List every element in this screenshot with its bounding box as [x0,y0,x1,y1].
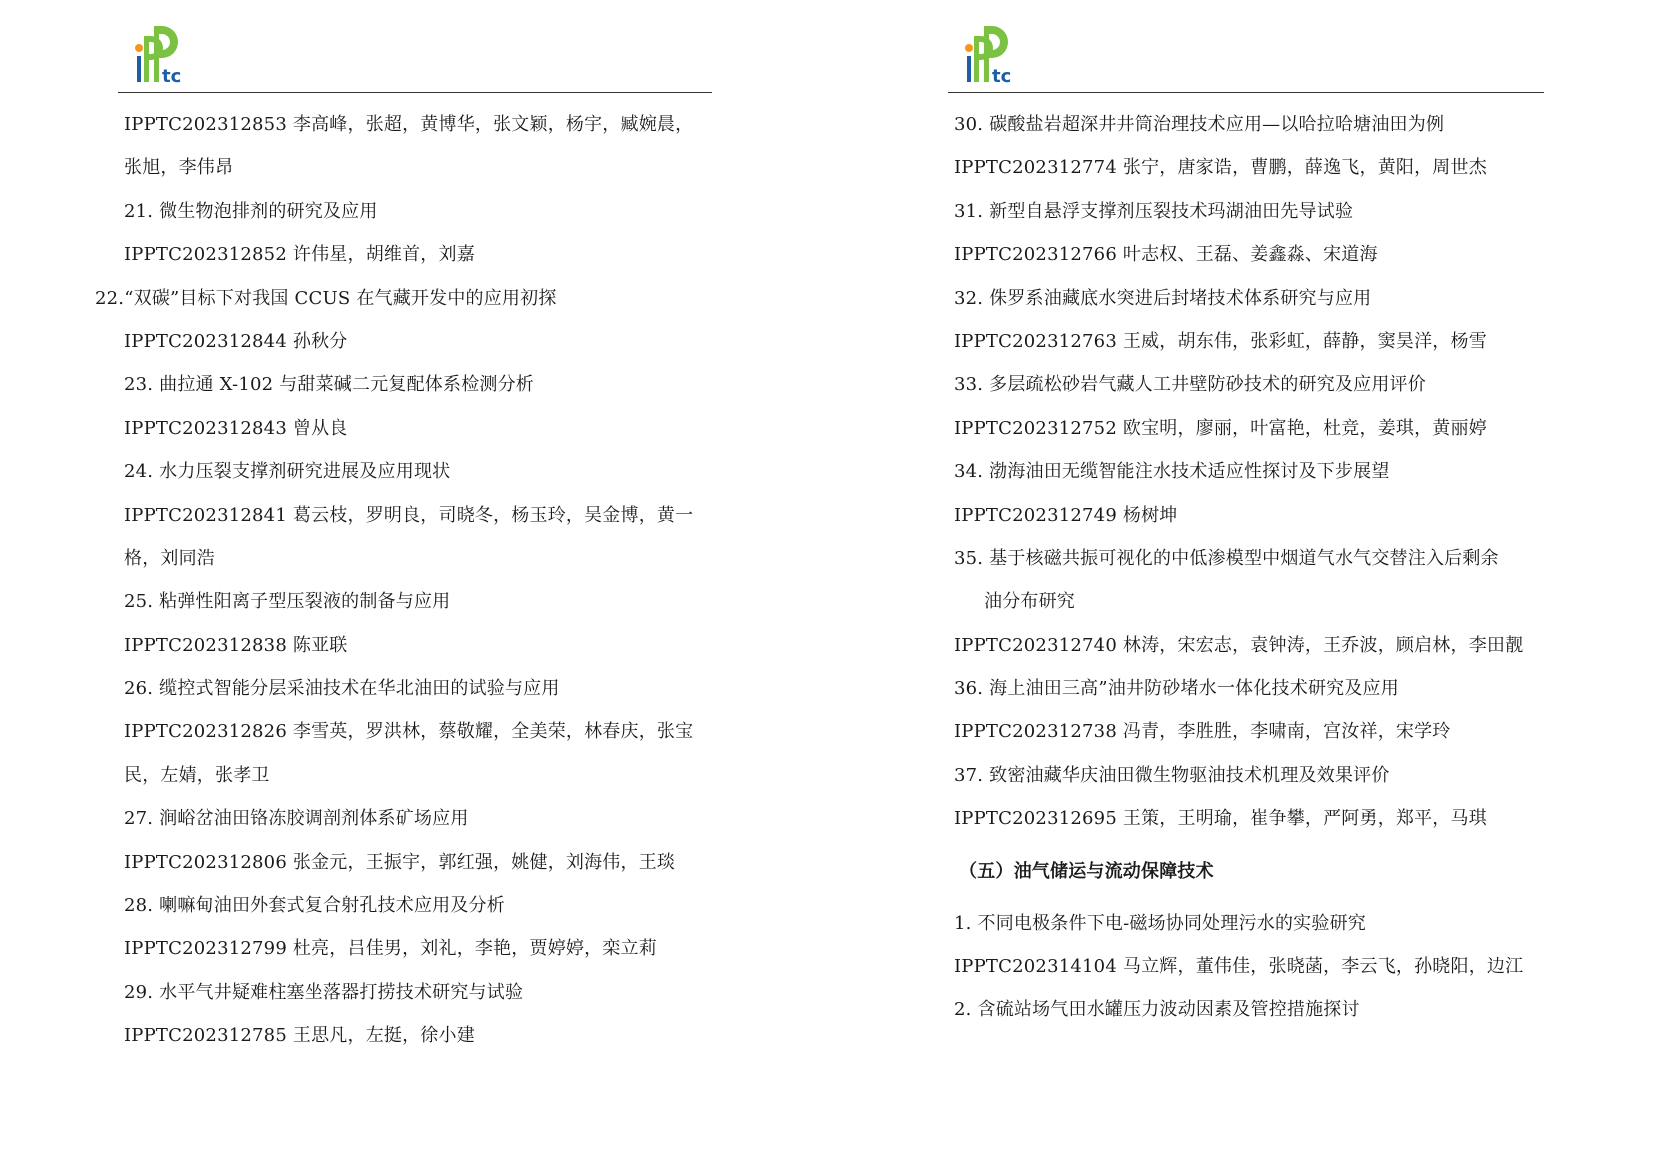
paper-title: 28. 喇嘛甸油田外套式复合射孔技术应用及分析 [124,895,505,917]
header-rule [118,92,712,93]
author-line: IPPTC202312774 张宁，唐家诰，曹鹏，薛逸飞，黄阳，周世杰 [954,157,1487,179]
ipptc-logo-mark [960,22,1024,88]
paper-title: 24. 水力压裂支撑剂研究进展及应用现状 [124,461,451,483]
paper-title: 26. 缆控式智能分层采油技术在华北油田的试验与应用 [124,678,560,700]
paper-title: 33. 多层疏松砂岩气藏人工井壁防砂技术的研究及应用评价 [954,374,1426,396]
paper-title: 37. 致密油藏华庆油田微生物驱油技术机理及效果评价 [954,764,1390,786]
ipptc-logo [130,22,194,88]
paper-title: 36. 海上油田三高”油井防砂堵水一体化技术研究及应用 [954,678,1399,700]
author-line: IPPTC202312785 王思凡，左挺，徐小建 [124,1025,475,1047]
ipptc-logo [960,22,1024,88]
left-column [95,103,724,1058]
paper-title: 27. 涧峪岔油田铬冻胶调剖剂体系矿场应用 [124,808,469,830]
author-line-continued: 民，左婧，张孝卫 [124,764,270,786]
svg-text:tc: tc [992,66,1012,87]
paper-title: 35. 基于核磁共振可视化的中低渗模型中烟道气水气交替注入后剩余 [954,547,1499,569]
paper-title: 32. 侏罗系油藏底水突进后封堵技术体系研究与应用 [954,287,1372,309]
author-line: IPPTC202312738 冯青，李胜胜，李啸南，宫汝祥，宋学玲 [954,721,1451,743]
header-rule [948,92,1544,93]
right-column [954,103,1554,1032]
author-line: IPPTC202312838 陈亚联 [124,634,348,656]
author-line: IPPTC202312749 杨树坤 [954,504,1178,526]
paper-title: 23. 曲拉通 X-102 与甜菜碱二元复配体系检测分析 [124,374,535,396]
author-line: IPPTC202312852 许伟星，胡维首，刘嘉 [124,244,475,266]
author-line: IPPTC202312806 张金元，王振宇，郭红强，姚健，刘海伟，王琰 [124,851,676,873]
author-line: IPPTC202312841 葛云枝，罗明良，司晓冬，杨玉玲，吴金博，黄一 [124,504,694,526]
author-line: IPPTC202312843 曾从良 [124,417,348,439]
paper-title: 22.“双碳”目标下对我国 CCUS 在气藏开发中的应用初探 [95,287,557,309]
author-line: IPPTC202312766 叶志权、王磊、姜鑫淼、宋道海 [954,244,1378,266]
author-line: IPPTC202312695 王策，王明瑜，崔争攀，严阿勇，郑平，马琪 [954,808,1487,830]
svg-text:tc: tc [162,66,182,87]
author-line: IPPTC202312799 杜亮，吕佳男，刘礼，李艳，贾婷婷，栾立莉 [124,938,657,960]
author-line-continued: 张旭，李伟昂 [124,157,234,179]
ipptc-logo-mark [130,22,194,88]
paper-title: 34. 渤海油田无缆智能注水技术适应性探讨及下步展望 [954,461,1390,483]
author-line: IPPTC202314104 马立辉，董伟佳，张晓菡，李云飞，孙晓阳，边江 [954,956,1524,978]
author-line: IPPTC202312853 李高峰，张超，黄博华，张文颖，杨宇，臧婉晨， [124,114,694,135]
paper-title: 1. 不同电极条件下电-磁场协同处理污水的实验研究 [954,912,1366,934]
author-line: IPPTC202312844 孙秋分 [124,330,348,352]
paper-title: 31. 新型自悬浮支撑剂压裂技术玛湖油田先导试验 [954,200,1354,222]
paper-title: 21. 微生物泡排剂的研究及应用 [124,200,378,222]
author-line: IPPTC202312752 欧宝明，廖丽，叶富艳，杜竞，姜琪，黄丽婷 [954,417,1487,439]
paper-title: 2. 含硫站场气田水罐压力波动因素及管控措施探讨 [954,999,1360,1021]
paper-title: 29. 水平气井疑难柱塞坐落器打捞技术研究与试验 [124,981,524,1003]
paper-title: 30. 碳酸盐岩超深井井筒治理技术应用—以哈拉哈塘油田为例 [954,114,1445,135]
author-line: IPPTC202312826 李雪英，罗洪林，蔡敬耀，全美荣，林春庆，张宝 [124,721,694,743]
paper-title-continued: 油分布研究 [984,591,1075,613]
section-heading: （五）油气储运与流动保障技术 [959,860,1214,882]
paper-title: 25. 粘弹性阳离子型压裂液的制备与应用 [124,591,451,613]
author-line: IPPTC202312740 林涛，宋宏志，袁钟涛，王乔波，顾启林，李田靓 [954,634,1524,656]
author-line-continued: 格，刘同浩 [124,547,215,569]
author-line: IPPTC202312763 王威，胡东伟，张彩虹，薛静，窦昊洋，杨雪 [954,330,1487,352]
